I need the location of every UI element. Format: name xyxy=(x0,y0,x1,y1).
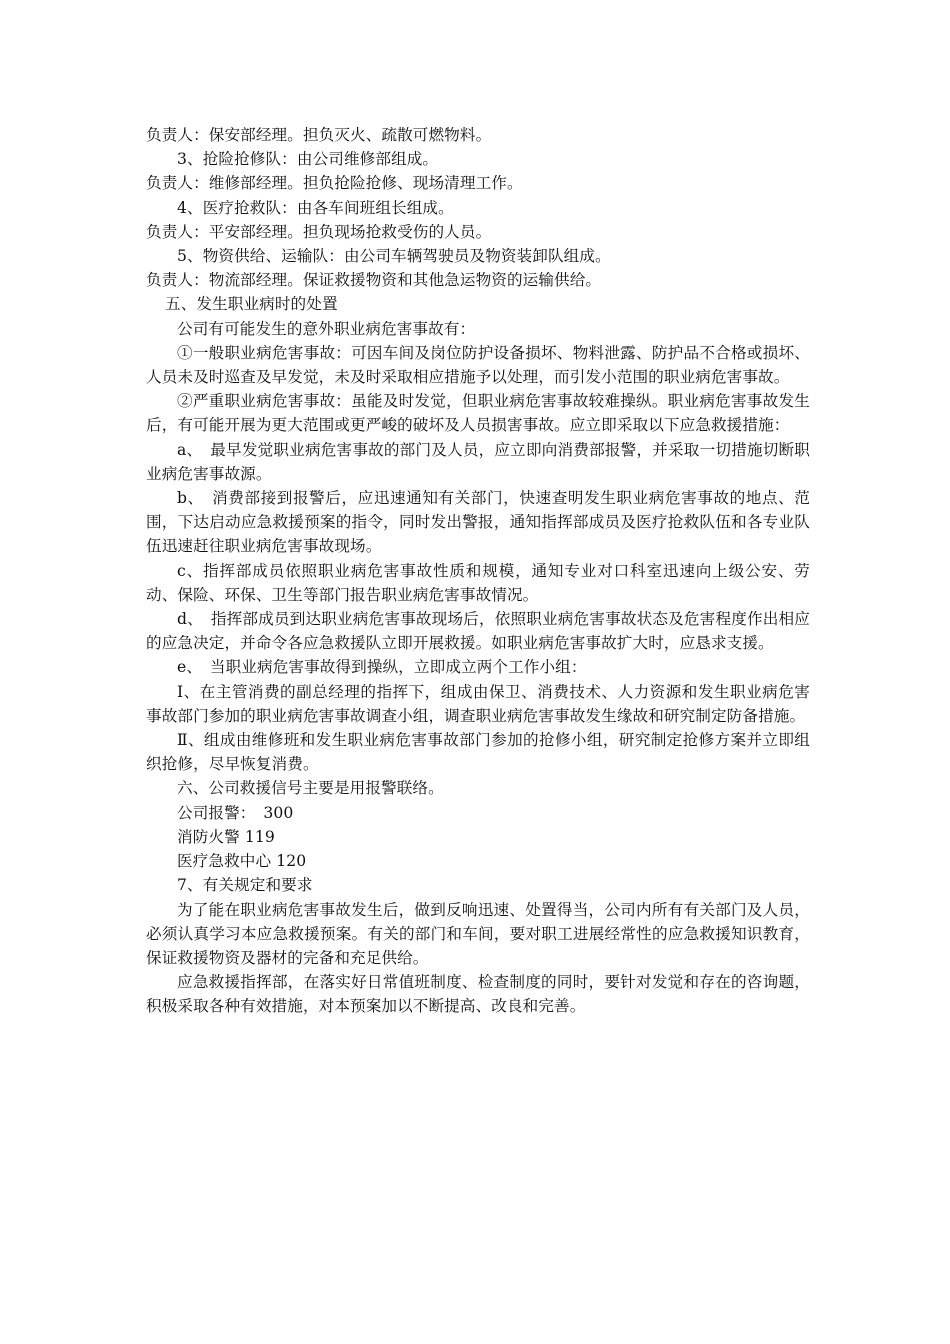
paragraph-24: 为了能在职业病危害事故发生后，做到反响迅速、处置得当，公司内所有有关部门及人员，必须认真学习本应急救援预案。有关的部门和车间，要对职工进展经常性的应急救援知识教育，保证救援物资及器材的完备和充足供给。 xyxy=(146,900,810,967)
paragraph-5: 负责人：平安部经理。担负现场抢救受伤的人员。 xyxy=(146,222,492,241)
paragraph-25: 应急救援指挥部，在落实好日常值班制度、检查制度的同时，要针对发觉和存在的咨询题，积极采取各种有效措施，对本预案加以不断提高、改良和完善。 xyxy=(146,973,810,1016)
fire-alarm-number: 消防火警 119 xyxy=(177,827,275,846)
paragraph-17: Ⅰ、在主管消费的副总经理的指挥下，组成由保卫、消费技术、人力资源和发生职业病危害事故部门参加的职业病危害事故调查小组，调查职业病危害事故发生缘故和研究制定防备措施。 xyxy=(146,682,810,725)
paragraph-13: b、 消费部接到报警后，应迅速通知有关部门，快速查明发生职业病危害事故的地点、范围，下达启动应急救援预案的指令，同时发出警报，通知指挥部成员及医疗抢救队伍和各专业队伍迅速赶往职业病危害事故现场。 xyxy=(146,489,810,556)
paragraph-11: ②严重职业病危害事故：虽能及时发觉，但职业病危害事故较难操纵。职业病危害事故发生后，有可能开展为更大范围或更严峻的破坏及人员损害事故。应立即采取以下应急救援措施： xyxy=(146,392,810,435)
paragraph-12: a、 最早发觉职业病危害事故的部门及人员，应立即向消费部报警，并采取一切措施切断职业病危害事故源。 xyxy=(146,440,810,483)
paragraph-1: 负责人：保安部经理。担负灭火、疏散可燃物料。 xyxy=(146,126,492,144)
medical-emergency-number: 医疗急救中心 120 xyxy=(177,852,307,871)
section-heading-7: 7、有关规定和要求 xyxy=(177,876,313,895)
paragraph-4: 4、医疗抢救队：由各车间班组长组成。 xyxy=(177,198,454,217)
company-alarm-number: 公司报警： 300 xyxy=(177,803,294,822)
document-body xyxy=(146,123,810,1019)
paragraph-18: Ⅱ、组成由维修班和发生职业病危害事故部门参加的抢修小组，研究制定抢修方案并立即组织抢修，尽早恢复消费。 xyxy=(146,731,810,774)
paragraph-10: ①一般职业病危害事故：可因车间及岗位防护设备损坏、物料泄露、防护品不合格或损坏、人员未及时巡查及早发觉，未及时采取相应措施予以处理，而引发小范围的职业病危害事故。 xyxy=(146,343,810,387)
paragraph-3: 负责人：维修部经理。担负抢险抢修、现场清理工作。 xyxy=(146,174,523,193)
paragraph-7: 负责人：物流部经理。保证救援物资和其他急运物资的运输供给。 xyxy=(146,271,602,290)
paragraph-6: 5、物资供给、运输队：由公司车辆驾驶员及物资装卸队组成。 xyxy=(177,247,611,266)
paragraph-2: 3、抢险抢修队：由公司维修部组成。 xyxy=(177,150,439,169)
paragraph-9: 公司有可能发生的意外职业病危害事故有： xyxy=(177,319,476,338)
paragraph-15: d、 指挥部成员到达职业病危害事故现场后，依照职业病危害事故状态及危害程度作出相应的应急决定，并命令各应急救援队立即开展救援。如职业病危害事故扩大时，应恳求支援。 xyxy=(146,610,810,653)
paragraph-16: e、 当职业病危害事故得到操纵，立即成立两个工作小组： xyxy=(177,658,587,677)
paragraph-14: c、指挥部成员依照职业病危害事故性质和规模，通知专业对口科室迅速向上级公安、劳动、保险、环保、卫生等部门报告职业病危害事故情况。 xyxy=(146,561,810,604)
section-heading-5: 五、发生职业病时的处置 xyxy=(165,295,338,314)
section-heading-6: 六、公司救援信号主要是用报警联络。 xyxy=(177,779,444,798)
